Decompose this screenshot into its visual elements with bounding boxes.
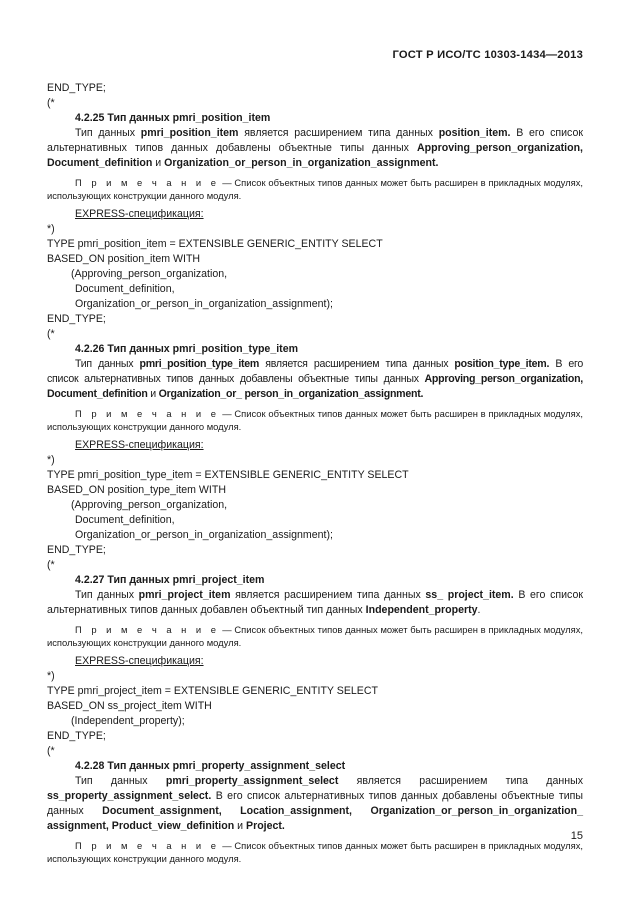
page-content xyxy=(47,81,583,870)
code-type-line: TYPE pmri_position_type_item = EXTENSIBLE GENERIC_ENTITY SELECT xyxy=(47,469,409,481)
note-4-2-28: П р и м е ч а н и е — Список объектных типов данных может быть расширен в прикладных модулях, использующих конструкции данного модуля. xyxy=(47,840,583,864)
code-item: (Approving_person_organization, xyxy=(71,268,228,280)
section-heading-4-2-28: 4.2.28 Тип данных pmri_property_assignment_select xyxy=(75,760,346,772)
note-4-2-25: П р и м е ч а н и е — Список объектных типов данных может быть расширен в прикладных модулях, использующих конструкции данного модуля. xyxy=(47,177,583,201)
code-item: Document_definition, xyxy=(75,283,175,295)
page-number: 15 xyxy=(570,830,583,842)
express-label-4-2-26: EXPRESS-спецификация: xyxy=(75,439,204,451)
section-heading-4-2-26: 4.2.26 Тип данных pmri_position_type_item xyxy=(75,343,299,355)
code-item: Organization_or_person_in_organization_assignment); xyxy=(75,298,333,310)
code-close-comment: *) xyxy=(47,223,55,235)
code-based-on: BASED_ON ss_project_item WITH xyxy=(47,700,212,712)
code-open-comment: (* xyxy=(47,559,55,571)
code-type-line: TYPE pmri_project_item = EXTENSIBLE GENERIC_ENTITY SELECT xyxy=(47,685,378,697)
section-paragraph-4-2-26: Тип данных pmri_position_type_item является расширением типа данных position_type_item. В его список альтернативных типов данных добавлены объектные типы данных Approving_person_organization, Document_definition и Organization_or_ person_in_organization_assignment. xyxy=(47,358,583,400)
code-end-type: END_TYPE; xyxy=(47,544,106,556)
code-item: Document_definition, xyxy=(75,514,175,526)
express-label-4-2-25: EXPRESS-спецификация: xyxy=(75,208,204,220)
code-open-comment: (* xyxy=(47,745,55,757)
section-paragraph-4-2-25: Тип данных pmri_position_item является расширением типа данных position_item. В его список альтернативных типов данных добавлены объектные типы данных Approving_person_organization, Document_definition и Organization_or_person_in_organization_assignment. xyxy=(47,127,583,169)
code-end-type: END_TYPE; xyxy=(47,313,106,325)
code-close-comment: *) xyxy=(47,670,55,682)
section-heading-4-2-25: 4.2.25 Тип данных pmri_position_item xyxy=(75,112,271,124)
express-label-4-2-27: EXPRESS-спецификация: xyxy=(75,655,204,667)
code-item: (Independent_property); xyxy=(71,715,185,727)
code-open-comment: (* xyxy=(47,97,55,109)
code-type-line: TYPE pmri_position_item = EXTENSIBLE GENERIC_ENTITY SELECT xyxy=(47,238,383,250)
code-end-type: END_TYPE; xyxy=(47,82,106,94)
standard-header: ГОСТ Р ИСО/ТС 10303-1434—2013 xyxy=(392,49,583,61)
code-open-comment: (* xyxy=(47,328,55,340)
section-paragraph-4-2-27: Тип данных pmri_project_item является расширением типа данных ss_ project_item. В его список альтернативных типов данных добавлен объектный тип данных Independent_property. xyxy=(47,589,583,616)
code-item: Organization_or_person_in_organization_assignment); xyxy=(75,529,333,541)
code-based-on: BASED_ON position_type_item WITH xyxy=(47,484,226,496)
code-end-type: END_TYPE; xyxy=(47,730,106,742)
section-heading-4-2-27: 4.2.27 Тип данных pmri_project_item xyxy=(75,574,265,586)
code-item: (Approving_person_organization, xyxy=(71,499,228,511)
note-4-2-27: П р и м е ч а н и е — Список объектных типов данных может быть расширен в прикладных модулях, использующих конструкции данного модуля. xyxy=(47,624,583,648)
code-based-on: BASED_ON position_item WITH xyxy=(47,253,201,265)
note-4-2-26: П р и м е ч а н и е — Список объектных типов данных может быть расширен в прикладных модулях, использующих конструкции данного модуля. xyxy=(47,408,583,432)
section-paragraph-4-2-28: Тип данных pmri_property_assignment_select является расширением типа данных ss_property_assignment_select. В его список альтернативных типов данных добавлены объектные типы данных Document_assignment, Location_assignment, Organization_or_person_in_organization_ assignment, Product_view_definition и Project. xyxy=(47,775,583,832)
code-close-comment: *) xyxy=(47,454,55,466)
